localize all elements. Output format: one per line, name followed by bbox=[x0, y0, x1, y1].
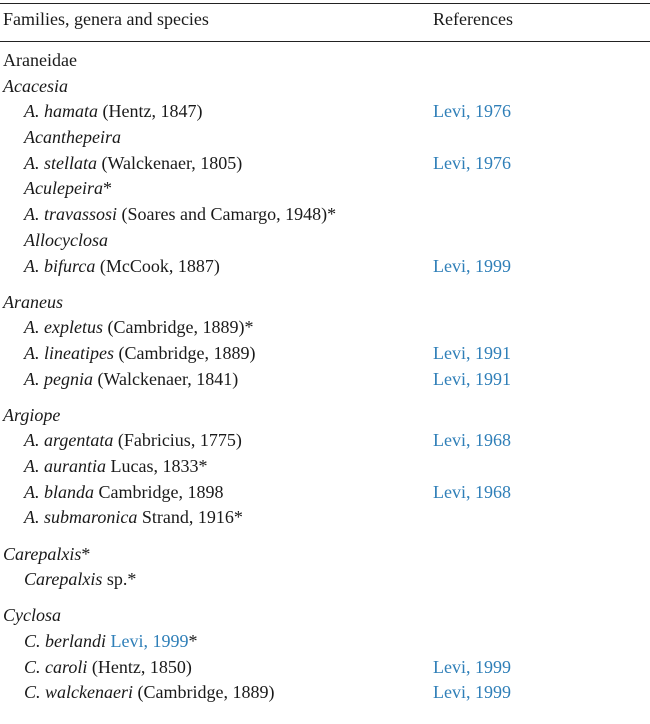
species-name: A. expletus (Cambridge, 1889)* bbox=[24, 317, 254, 338]
table-row bbox=[0, 603, 650, 629]
table-row bbox=[0, 74, 650, 100]
genus-name: Acanthepeira bbox=[24, 127, 121, 148]
table-body bbox=[0, 48, 650, 706]
species-name: A. stellata (Walckenaer, 1805) bbox=[24, 152, 243, 173]
genus-name: Argiope bbox=[3, 404, 61, 425]
family-name: Araneidae bbox=[3, 50, 77, 70]
table-row bbox=[0, 367, 650, 393]
table-row bbox=[0, 680, 650, 706]
table-row bbox=[0, 202, 650, 228]
table-row bbox=[0, 428, 650, 454]
species-name: C. berlandi Levi, 1999* bbox=[24, 631, 198, 651]
genus-name: Acacesia bbox=[3, 75, 68, 96]
table-row bbox=[0, 176, 650, 202]
table-row bbox=[0, 290, 650, 316]
species-name: A. blanda Cambridge, 1898 bbox=[24, 481, 224, 502]
reference-link[interactable]: Levi, 1976 bbox=[433, 101, 511, 122]
species-name: A. lineatipes (Cambridge, 1889) bbox=[24, 342, 256, 363]
species-name: A. pegnia (Walckenaer, 1841) bbox=[24, 368, 239, 389]
species-name: A. bifurca (McCook, 1887) bbox=[24, 255, 220, 276]
table-row bbox=[0, 151, 650, 177]
species-name: Carepalxis sp.* bbox=[24, 569, 137, 590]
species-name: A. hamata (Hentz, 1847) bbox=[24, 101, 203, 122]
reference-link[interactable]: Levi, 1999 bbox=[433, 682, 511, 703]
table-row bbox=[0, 454, 650, 480]
genus-name: Aculepeira* bbox=[24, 178, 112, 199]
table-row bbox=[0, 125, 650, 151]
header-references: References bbox=[433, 9, 513, 29]
reference-link[interactable]: Levi, 1999 bbox=[433, 255, 511, 276]
top-rule bbox=[0, 3, 650, 4]
table-row bbox=[0, 655, 650, 681]
reference-link[interactable]: Levi, 1999 bbox=[433, 656, 511, 677]
genus-name: Carepalxis* bbox=[3, 543, 91, 564]
species-name: A. submaronica Strand, 1916* bbox=[24, 507, 243, 528]
reference-link[interactable]: Levi, 1976 bbox=[433, 152, 511, 173]
species-name: C. walckenaeri (Cambridge, 1889) bbox=[24, 682, 275, 703]
table-row bbox=[0, 315, 650, 341]
table-row bbox=[0, 403, 650, 429]
reference-link[interactable]: Levi, 1968 bbox=[433, 481, 511, 502]
table-row bbox=[0, 629, 650, 655]
reference-link[interactable]: Levi, 1991 bbox=[433, 342, 511, 363]
species-name: A. travassosi (Soares and Camargo, 1948)* bbox=[24, 204, 337, 225]
table-row bbox=[0, 48, 650, 74]
table-row bbox=[0, 228, 650, 254]
genus-name: Allocyclosa bbox=[24, 229, 108, 250]
species-name: A. argentata (Fabricius, 1775) bbox=[24, 430, 242, 451]
reference-link[interactable]: Levi, 1968 bbox=[433, 430, 511, 451]
genus-name: Araneus bbox=[3, 291, 63, 312]
table-row bbox=[0, 542, 650, 568]
inline-reference-link[interactable]: Levi, 1999 bbox=[110, 631, 189, 651]
header-families: Families, genera and species bbox=[3, 9, 209, 29]
table-row bbox=[0, 341, 650, 367]
table-row bbox=[0, 99, 650, 125]
genus-name: Cyclosa bbox=[3, 605, 61, 626]
table-header bbox=[0, 9, 650, 35]
table-row bbox=[0, 480, 650, 506]
header-rule bbox=[0, 41, 650, 42]
species-name: C. caroli (Hentz, 1850) bbox=[24, 656, 192, 677]
table-row bbox=[0, 505, 650, 531]
reference-link[interactable]: Levi, 1991 bbox=[433, 368, 511, 389]
table-row bbox=[0, 567, 650, 593]
table-row bbox=[0, 254, 650, 280]
species-name: A. aurantia Lucas, 1833* bbox=[24, 456, 208, 477]
